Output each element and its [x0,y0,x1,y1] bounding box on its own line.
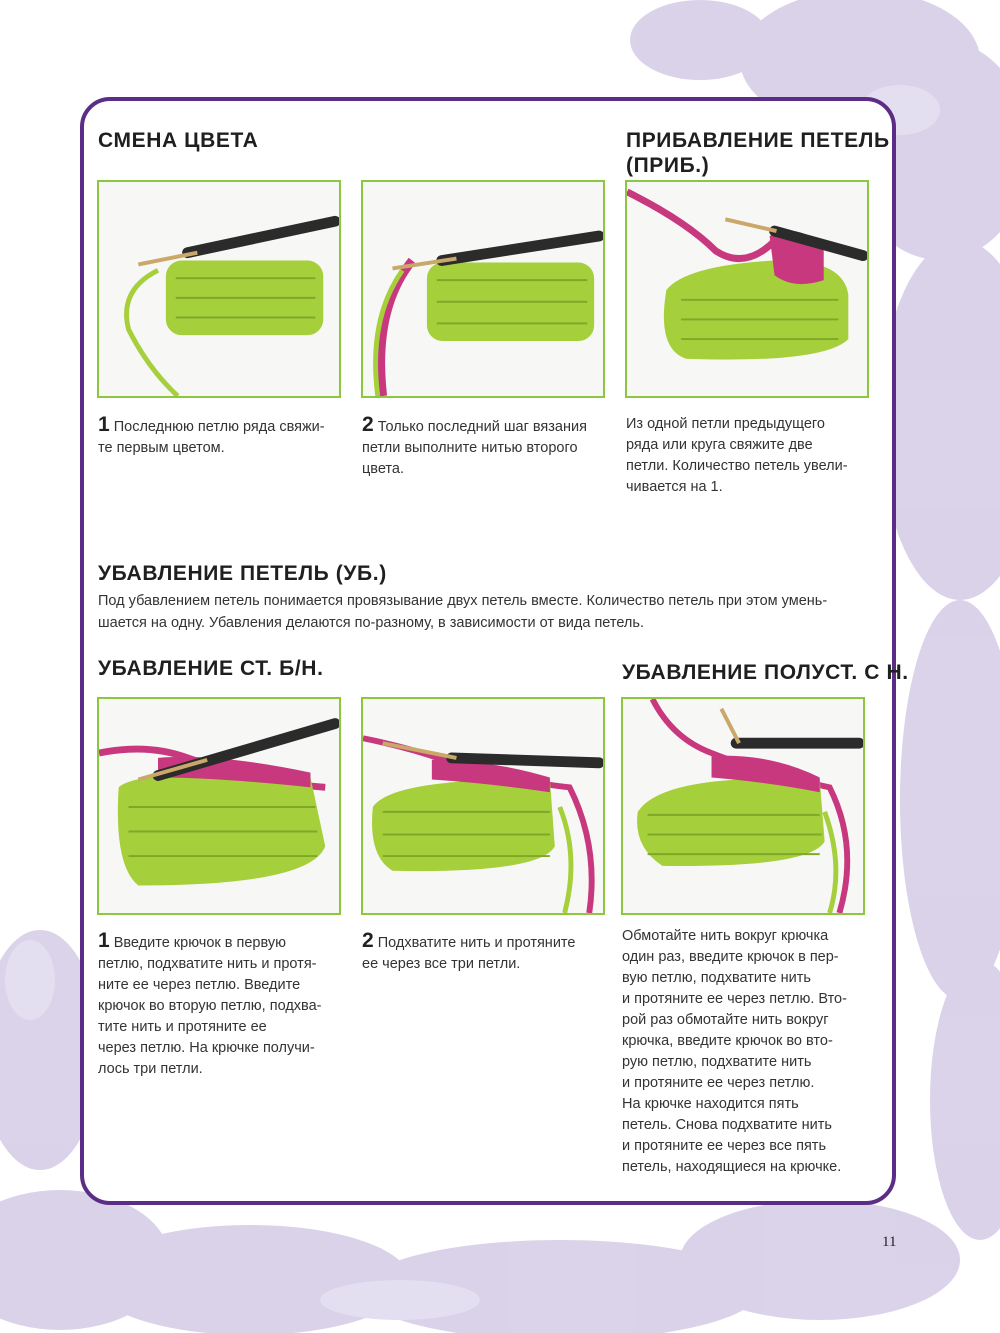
color-change-title: СМЕНА ЦВЕТА [98,129,259,152]
color-change-photo-2 [361,180,605,398]
dec-dc-photo-2 [361,697,605,915]
step-number: 2 [362,413,374,436]
page-number: 11 [882,1234,897,1250]
step-number: 1 [98,413,110,436]
color-change-photo-1 [97,180,341,398]
decrease-title: УБАВЛЕНИЕ ПЕТЕЛЬ (УБ.) [98,562,387,585]
step-text: Подхватите нить и протяните ее через все три петли. [362,935,576,972]
color-change-step-2 [362,414,612,480]
increase-title: ПРИБАВЛЕНИЕ ПЕТЕЛЬ (ПРИБ.) [626,129,890,177]
step-text: Введите крючок в первую петлю, подхватите нить и протя- ните ее через петлю. Введите крючок во вторую петлю, подхва- тите нить и протяните ее через петлю. На крючке получи- лось три петли. [98,935,322,1077]
dec-dc-step-2 [362,930,612,975]
dec-hdc-text: Обмотайте нить вокруг крючка один раз, введите крючок в пер- вую петлю, подхватите нить и протяните ее через петлю. Вто- рой раз обмотайте нить вокруг крючка, введите крючок во вто- рую петлю, подхватите нить и протяните ее через петлю. На крючке находится пять петель. Снова подхватите нить и протяните ее через все пять петель, находящиеся на крючке. [622,928,847,1175]
step-text: Только последний шаг вязания петли выполните нитью второго цвета. [362,419,587,477]
dec-hdc-photo [621,697,865,915]
increase-text: Из одной петли предыдущего ряда или круга свяжите две петли. Количество петель увели- чивается на 1. [626,416,848,495]
decrease-description: Под убавлением петель понимается провязывание двух петель вместе. Количество петель при этом умень- шается на одну. Убавления делаются по-разному, в зависимости от вида петель. [98,593,828,631]
dec-hdc-title: УБАВЛЕНИЕ ПОЛУСТ. С Н. [622,661,909,684]
dec-dc-title: УБАВЛЕНИЕ СТ. Б/Н. [98,657,324,680]
dec-dc-photo-1 [97,697,341,915]
dec-dc-step-1 [98,930,348,1080]
step-text: Последнюю петлю ряда свяжи- те первым цветом. [98,419,325,456]
increase-photo [625,180,869,398]
color-change-step-1 [98,414,348,459]
step-number: 2 [362,929,374,952]
step-number: 1 [98,929,110,952]
